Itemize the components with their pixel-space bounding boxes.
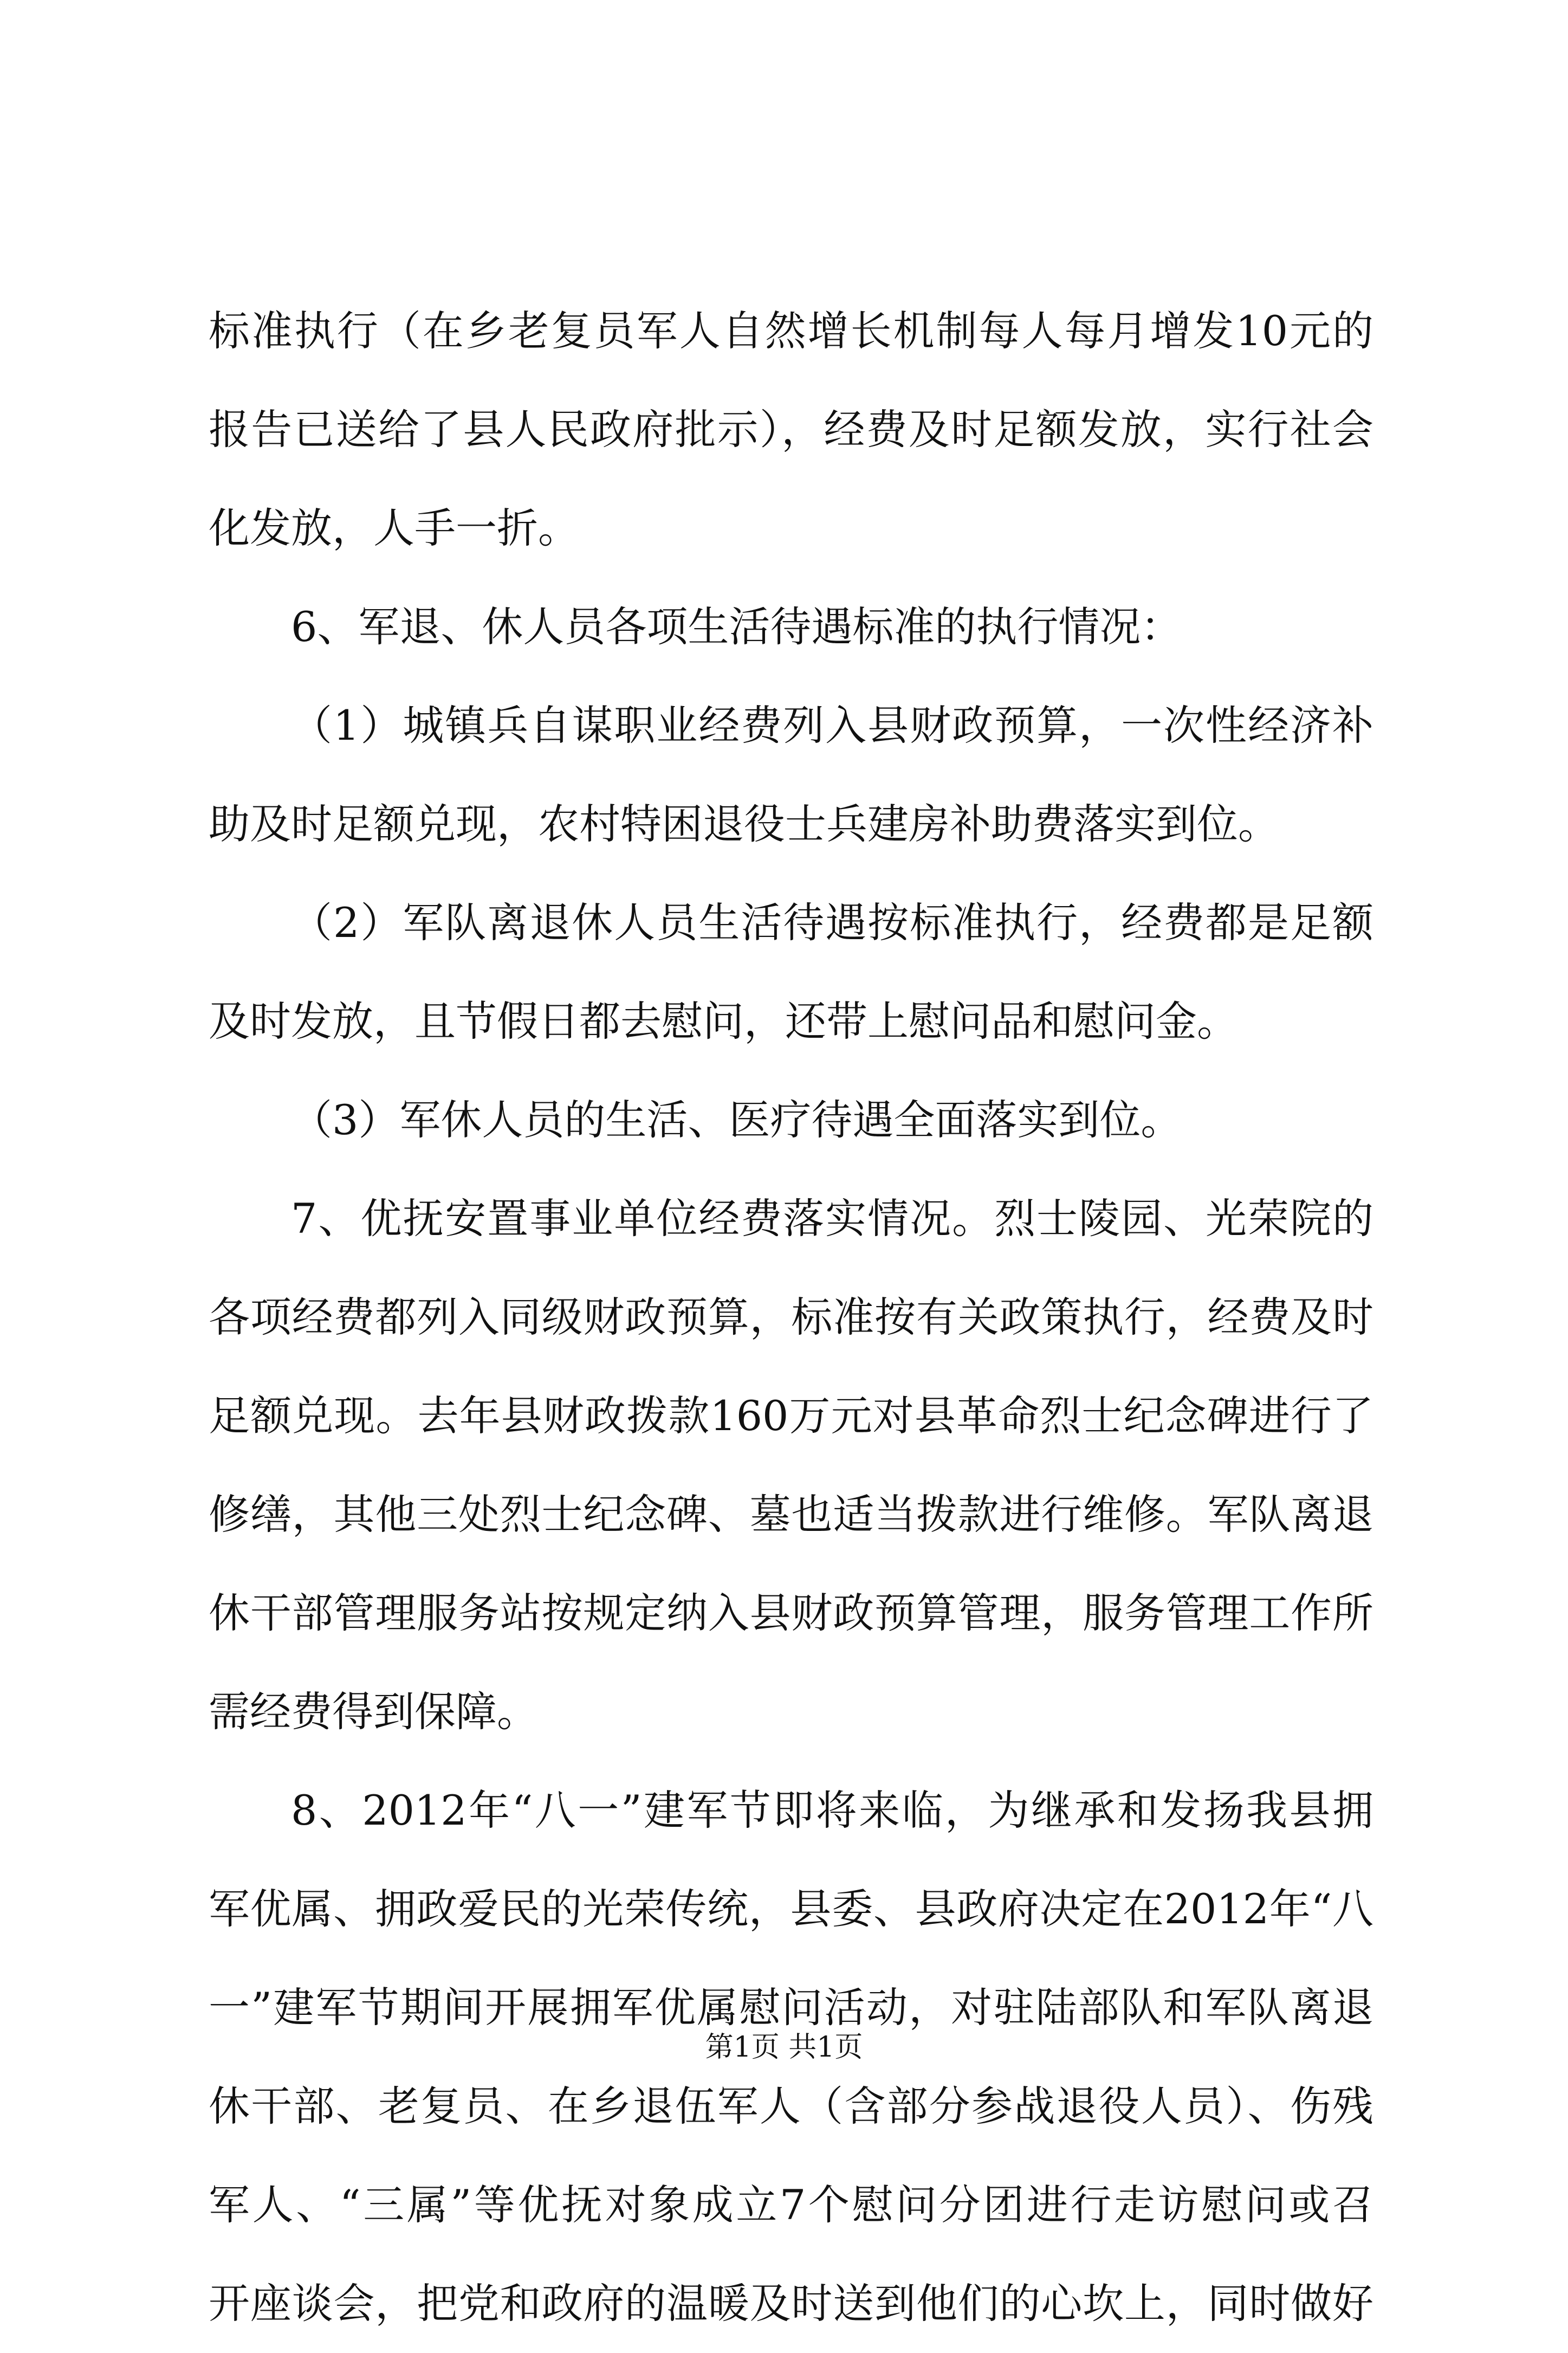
- text-line: 一”建军节期间开展拥军优属慰问活动，对驻陆部队和军队离退: [209, 1983, 1373, 2032]
- text-line: 军优属、拥政爱民的光荣传统，县委、县政府决定在2012年“八: [209, 1885, 1373, 1933]
- text-line: 军人、“三属”等优抚对象成立7个慰问分团进行走访慰问或召: [209, 2181, 1373, 2229]
- page-footer: 第1页 共1页: [705, 2031, 863, 2064]
- text-line: （1）城镇兵自谋职业经费列入县财政预算，一次性经济补: [291, 701, 1373, 749]
- text-line: 足额兑现。去年县财政拨款160万元对县革命烈士纪念碑进行了: [209, 1392, 1373, 1440]
- text-line: 报告已送给了县人民政府批示），经费及时足额发放，实行社会: [209, 405, 1373, 454]
- text-line: 6、军退、休人员各项生活待遇标准的执行情况：: [291, 603, 1182, 651]
- text-line: 休干部管理服务站按规定纳入县财政预算管理，服务管理工作所: [209, 1589, 1373, 1637]
- text-line: （2）军队离退休人员生活待遇按标准执行，经费都是足额: [291, 898, 1373, 947]
- text-line: 7、优抚安置事业单位经费落实情况。烈士陵园、光荣院的: [291, 1194, 1373, 1243]
- text-line: 助及时足额兑现，农村特困退役士兵建房补助费落实到位。: [209, 800, 1279, 848]
- text-line: 标准执行（在乡老复员军人自然增长机制每人每月增发10元的: [209, 307, 1373, 355]
- text-line: 及时发放，且节假日都去慰问，还带上慰问品和慰问金。: [209, 997, 1238, 1045]
- text-line: 休干部、老复员、在乡退伍军人（含部分参战退役人员）、伤残: [209, 2082, 1373, 2130]
- text-line: 各项经费都列入同级财政预算，标准按有关政策执行，经费及时: [209, 1293, 1373, 1341]
- text-line: 需经费得到保障。: [209, 1688, 538, 1736]
- text-line: （3）军休人员的生活、医疗待遇全面落实到位。: [291, 1096, 1182, 1144]
- text-line: 开座谈会，把党和政府的温暖及时送到他们的心坎上，同时做好: [209, 2279, 1373, 2328]
- text-line: 化发放，人手一折。: [209, 504, 579, 552]
- text-line: 8、2012年“八一”建军节即将来临，为继承和发扬我县拥: [291, 1786, 1373, 1834]
- text-line: 修缮，其他三处烈士纪念碑、墓也适当拨款进行维修。军队离退: [209, 1490, 1373, 1538]
